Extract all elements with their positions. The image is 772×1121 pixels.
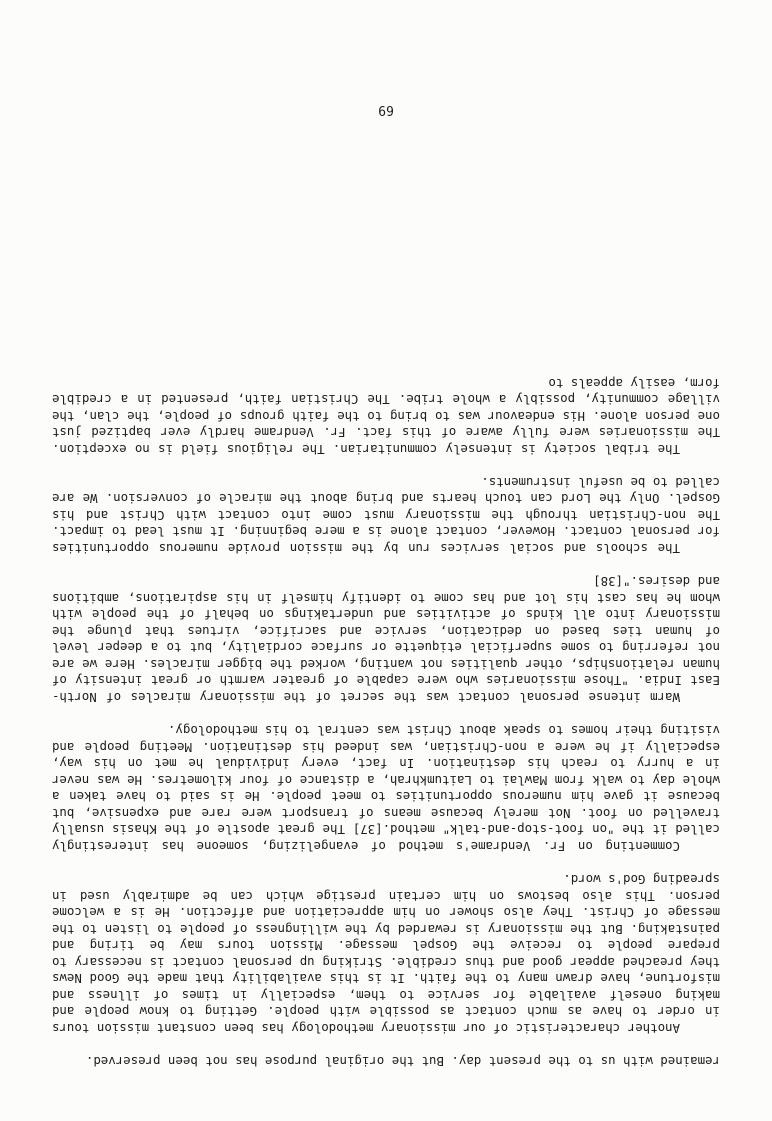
paragraph-4: Warm intense personal contact was the secret of the missionary miracles of North-East India. "Those missionaries who were capable of greater warmth or great intensity of human relationships, other qualities not wanting, worked the bigger miracles. Here we are not referring to some superficial etiquette or surface cordiality, but to a deeper level of human ties based on dedication, service and sacrifice, virtues that plunge the missionary into all kinds of activities and undertakings on behalf of the people with whom he has cast his lot and has come to identify himself in his aspirations, ambitions and desires."[38] — [52, 574, 720, 705]
paragraph-3: Commenting on Fr. Vendrame's method of evangelizing, someone has interestingly called it the "on foot-stop-and-talk" method.[37] The great apostle of the Khasis usually travelled on foot. Not merely because means of transport were rare and expensive, but because it gave him numerous opportunities to meet people. He is said to have taken a whole day to walk from Mawlai to Laitumkhrah, a distance of four kilometres. He was never in a hurry to reach his destination. In fact, every individual he met on his way, especially if he were a non-Christian, was indeed his destination. Meeting people and visiting their homes to speak about Christ was central to his methodology. — [52, 723, 720, 854]
paragraph-gap — [52, 705, 720, 722]
paragraph-6: The tribal society is intensely communitarian. The religious field is no exception. The missionaries were fully aware of this fact. Fr. Vendrame hardly ever baptized just one person alone. His endeavour was to bring to the faith groups of people, the clan, the village community, possibly a whole tribe. The Christian faith, presented in a credible form, easily appeals to — [52, 375, 720, 457]
paragraph-2: Another characteristic of our missionary methodology has been constant mission tours in order to have as much contact as possible with people. Getting to know people and making oneself available for service to them, especially in times of illness and misfortune, have drawn many to the faith. It is this availability that made the Good News they preached appear good and thus credible. Striking up personal contact is necessary to prepare people to receive the Gospel message. Mission tours may be tiring and painstaking. But the missionary is rewarded by the willingness of people to listen to the message of Christ. They also shower on him appreciation and affection. He is a welcome person. This also bestows on him certain prestige which can be admirably used in spreading God's word. — [52, 871, 720, 1036]
paragraph-5: The schools and social services run by the mission provide numerous opportunities for personal contact. However, contact alone is a mere beginning. It must lead to impact. The non-Christian through the missionary must come into contact with Christ and his Gospel. Only the Lord can touch hearts and bring about the miracle of conversion. We are called to be useful instruments. — [52, 474, 720, 557]
body-text — [52, 374, 720, 1069]
paragraph-gap — [52, 556, 720, 573]
paragraph-1: remained with us to the present day. But the original purpose has not been preserved. — [85, 1054, 720, 1069]
paragraph-gap — [52, 457, 720, 474]
page-number: 69 — [378, 102, 394, 117]
paragraph-gap — [52, 854, 720, 871]
paragraph-gap — [52, 1036, 720, 1053]
